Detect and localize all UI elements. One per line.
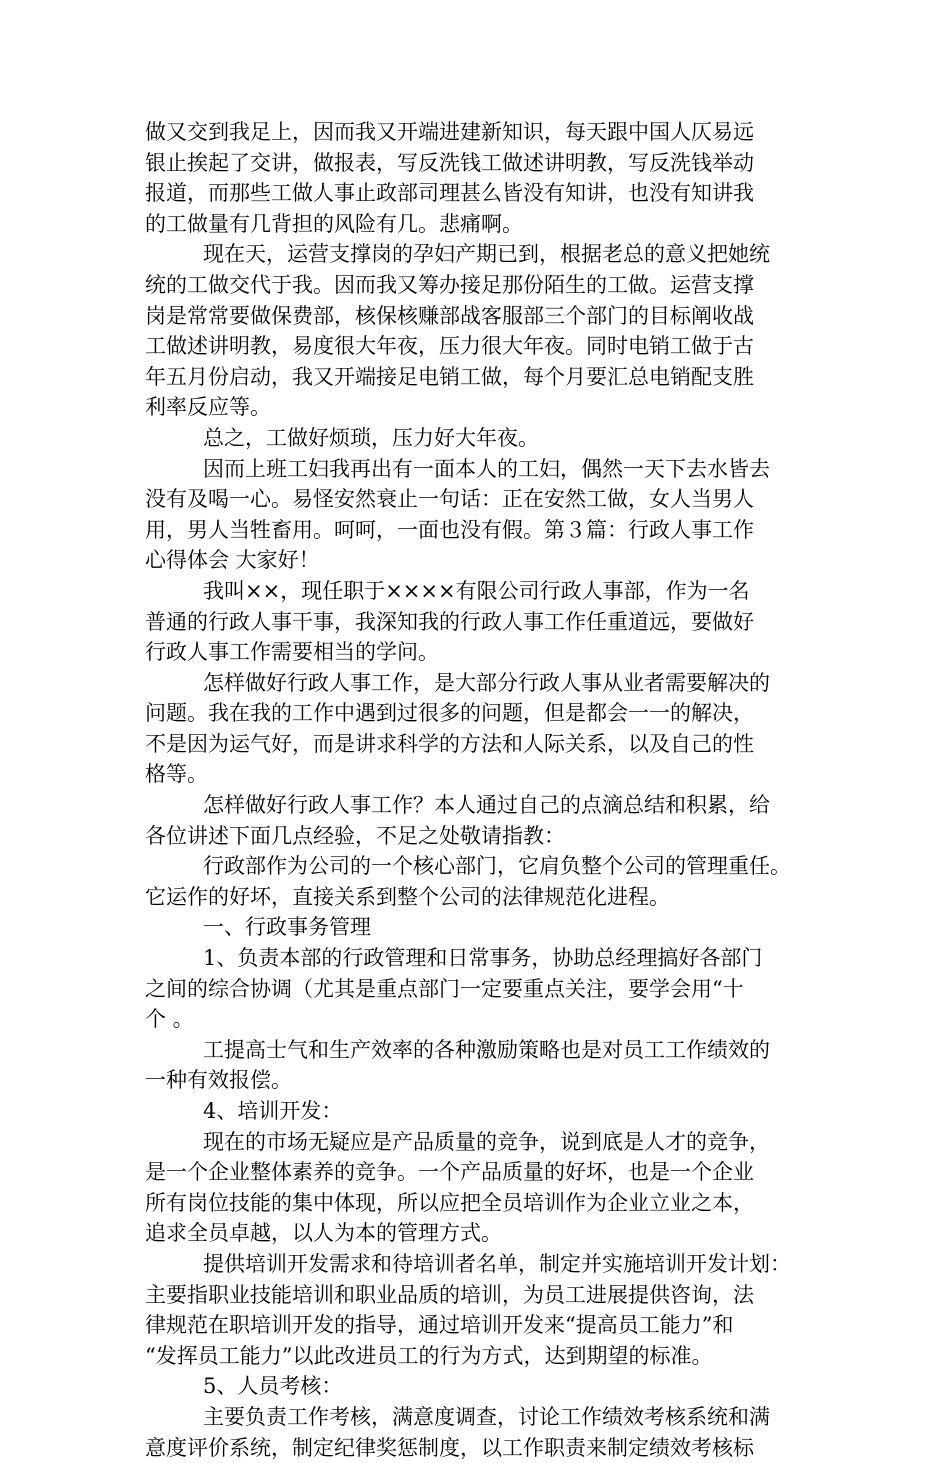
text-line: 做又交到我足上，因而我又开端进建新知识，每天跟中国人仄易远 — [145, 120, 754, 144]
text-line: 各位讲述下面几点经验，不足之处敬请指教： — [145, 823, 565, 848]
text-line: 5、人员考核： — [203, 1374, 343, 1399]
text-line: 不是因为运气好，而是讲求科学的方法和人际关系，以及自己的性 — [145, 731, 754, 756]
text-line: 用，男人当牲畜用。呵呵，一面也没有假。第３篇：行政人事工作 — [145, 517, 754, 542]
text-line: 主要负责工作考核，满意度调查，讨论工作绩效考核系统和满 — [203, 1404, 770, 1429]
text-line: 岗是常常要做保费部，核保核赚部战客服部三个部门的目标阐收战 — [145, 303, 754, 328]
text-line: 行政人事工作需要相当的学问。 — [145, 640, 439, 665]
text-line: 利率反应等。 — [145, 395, 271, 420]
text-line: 现在的市场无疑应是产品质量的竞争，说到底是人才的竞争， — [203, 1129, 770, 1154]
document-body — [145, 117, 825, 1463]
text-line: 报道，而那些工做人事止政部司理甚么皆没有知讲，也没有知讲我 — [145, 181, 754, 206]
text-line: 主要指职业技能培训和职业品质的培训，为员工进展提供咨询，法 — [145, 1282, 754, 1307]
text-line: 银止挨起了交讲，做报表，写反洗钱工做述讲明教，写反洗钱举动 — [145, 150, 754, 175]
text-line: 意度评价系统，制定纪律奖惩制度，以工作职责来制定绩效考核标 — [145, 1435, 754, 1460]
text-line: 心得体会 大家好！ — [145, 548, 320, 573]
text-line: 行政部作为公司的一个核心部门，它肩负整个公司的管理重任。 — [203, 854, 791, 879]
text-line: 它运作的好坏，直接关系到整个公司的法律规范化进程。 — [145, 884, 670, 909]
text-line: 问题。我在我的工作中遇到过很多的问题，但是都会一一的解决， — [145, 701, 754, 726]
text-line: 怎样做好行政人事工作，是大部分行政人事从业者需要解决的 — [203, 670, 770, 695]
text-line: 1、负责本部的行政管理和日常事务，协助总经理搞好各部门 — [203, 946, 763, 971]
text-line: 工做述讲明教，易度很大年夜，压力很大年夜。同时电销工做于古 — [145, 334, 754, 359]
text-line: 所有岗位技能的集中体现，所以应把全员培训作为企业立业之本， — [145, 1190, 754, 1215]
text-line: 工提高士气和生产效率的各种激励策略也是对员工工作绩效的 — [203, 1037, 770, 1062]
text-line: 年五月份启动，我又开端接足电销工做，每个月要汇总电销配支胜 — [145, 364, 754, 389]
text-line: 4、培训开发： — [203, 1099, 343, 1123]
text-line: 我叫××，现任职于××××有限公司行政人事部，作为一名 — [203, 578, 750, 603]
text-line: “发挥员工能力”以此改进员工的行为方式，达到期望的标准。 — [145, 1343, 713, 1368]
text-line: 总之，工做好烦琐，压力好大年夜。 — [203, 425, 539, 450]
text-line: 一种有效报偿。 — [145, 1068, 292, 1093]
text-line: 现在天，运营支撑岗的孕妇产期已到，根据老总的意义把她统 — [203, 242, 770, 267]
text-line: 是一个企业整体素养的竞争。一个产品质量的好坏，也是一个企业 — [145, 1160, 754, 1185]
text-line: 一、行政事务管理 — [203, 915, 371, 940]
text-line: 统的工做交代于我。因而我又筹办接足那份陌生的工做。运营支撑 — [145, 272, 754, 297]
text-line: 的工做量有几背担的风险有几。悲痛啊。 — [145, 211, 523, 236]
text-line: 格等。 — [145, 762, 208, 787]
text-line: 普通的行政人事干事，我深知我的行政人事工作任重道远，要做好 — [145, 609, 754, 634]
text-line: 因而上班工妇我再出有一面本人的工妇，偶然一天下去水皆去 — [203, 456, 770, 481]
text-line: 追求全员卓越，以人为本的管理方式。 — [145, 1221, 502, 1246]
text-line: 个 。 — [145, 1007, 194, 1032]
text-line: 律规范在职培训开发的指导，通过培训开发来“提高员工能力”和 — [145, 1313, 734, 1338]
text-line: 没有及喝一心。易怪安然衰止一句话：正在安然工做，女人当男人 — [145, 487, 754, 512]
text-line: 之间的综合协调（尤其是重点部门一定要重点关注，要学会用“十 — [145, 976, 744, 1001]
text-line: 提供培训开发需求和待培训者名单，制定并实施培训开发计划： — [203, 1251, 791, 1276]
text-line: 怎样做好行政人事工作？本人通过自己的点滴总结和积累，给 — [203, 793, 770, 818]
